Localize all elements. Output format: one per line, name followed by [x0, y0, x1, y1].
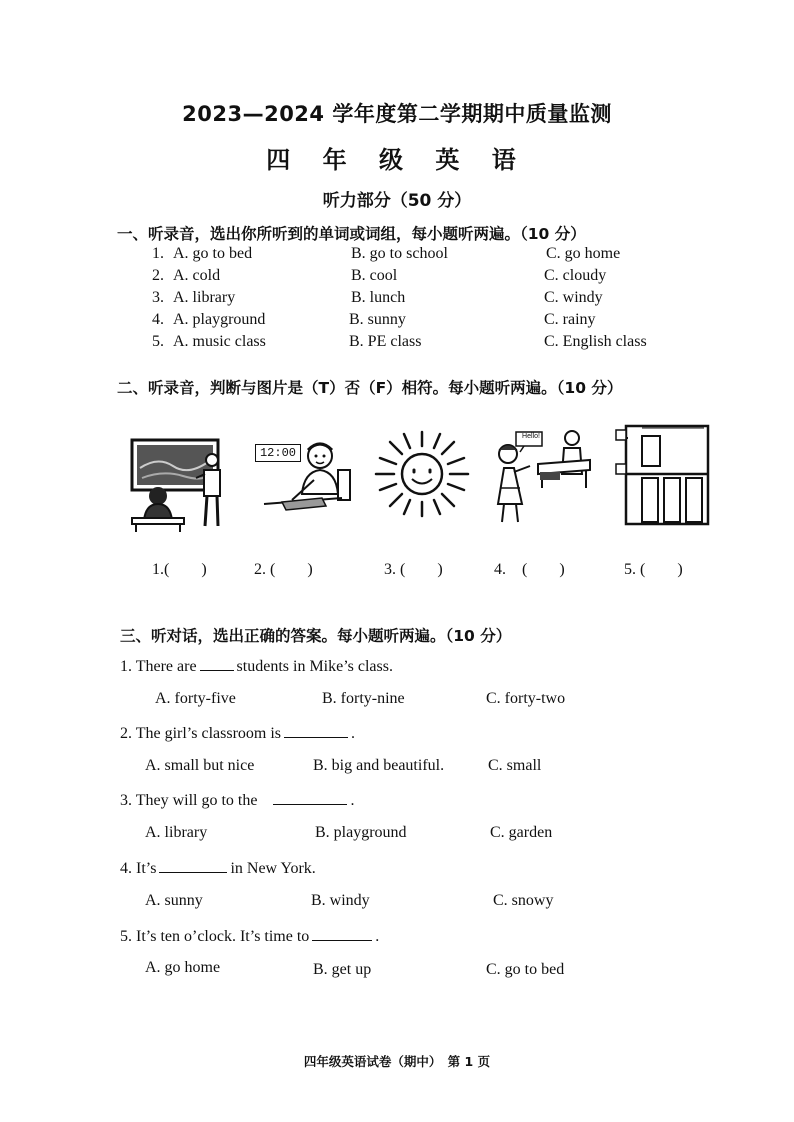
s3-q3-pre: 3. They will go to the	[120, 792, 258, 809]
sun-picture	[370, 426, 474, 522]
s1-row-2-c: C. cloudy	[544, 267, 607, 284]
part-title: 听力部分（50 分）	[322, 191, 472, 211]
s3-q4-blank[interactable]	[159, 858, 227, 873]
section2-heading: 二、听录音，判断与图片是（T）否（F）相符。每小题听两遍。（10 分）	[117, 379, 623, 397]
picture-2-answer[interactable]: 2. ( )	[254, 561, 313, 578]
s1-row-4-b: B. sunny	[349, 311, 406, 328]
exam-title: 2023—2024 学年度第二学期期中质量监测	[182, 102, 612, 126]
s1-row-1-a: A. go to bed	[173, 245, 253, 262]
s3-q2-post: .	[351, 725, 356, 742]
s3-q4-b: B. windy	[311, 892, 370, 909]
lunch-boy-picture	[262, 434, 358, 524]
picture-3-answer[interactable]: 3. ( )	[384, 561, 443, 578]
picture-4-answer[interactable]: 4. ( )	[494, 561, 565, 578]
picture-5-answer[interactable]: 5. ( )	[624, 561, 683, 578]
s3-q3-blank[interactable]	[273, 790, 347, 805]
s1-row-2-a: A. cold	[173, 267, 221, 284]
s3-q5-blank[interactable]	[312, 926, 372, 941]
s3-q5-c: C. go to bed	[486, 961, 565, 978]
s3-q2-blank[interactable]	[284, 723, 348, 738]
s3-q1-pre: 1. There are	[120, 658, 197, 675]
s3-q5-post: .	[375, 928, 380, 945]
s3-q1-question	[120, 656, 393, 676]
s3-q3-b: B. playground	[315, 824, 407, 841]
school-building-picture	[612, 424, 716, 528]
s3-q2-b: B. big and beautiful.	[313, 757, 445, 774]
page-footer: 四年级英语试卷（期中） 第 1 页	[303, 1054, 491, 1069]
s3-q2-c: C. small	[488, 757, 542, 774]
s3-q1-b: B. forty-nine	[322, 690, 405, 707]
s3-q2-pre: 2. The girl’s classroom is	[120, 725, 282, 742]
picture-1-answer[interactable]: 1.( )	[152, 561, 207, 578]
s1-row-4-num: 4.	[152, 311, 164, 328]
s1-row-5-num: 5.	[152, 333, 164, 350]
section3-heading: 三、听对话，选出正确的答案。每小题听两遍。（10 分）	[120, 627, 512, 645]
s1-row-3-b: B. lunch	[351, 289, 406, 306]
s3-q1-post: students in Mike’s class.	[236, 658, 393, 675]
s3-q5-b: B. get up	[313, 961, 372, 978]
s3-q1-a: A. forty-five	[155, 690, 236, 707]
grade-subject: 四 年 级 英 语	[266, 146, 528, 174]
s3-q4-c: C. snowy	[493, 892, 554, 909]
s1-row-2-b: B. cool	[351, 267, 398, 284]
s1-row-2-num: 2.	[152, 267, 164, 284]
s1-row-5-c: C. English class	[544, 333, 647, 350]
s3-q4-a: A. sunny	[145, 892, 203, 909]
s3-q1-blank[interactable]	[200, 656, 234, 671]
s3-q3-c: C. garden	[490, 824, 553, 841]
clock-display: 12:00	[255, 444, 301, 462]
s3-q4-post: in New York.	[230, 860, 316, 877]
hello-bubble-text: Hello!	[522, 433, 540, 440]
s3-q2-a: A. small but nice	[145, 757, 255, 774]
s3-q5-question	[120, 926, 379, 946]
s3-q3-question	[120, 790, 354, 810]
s3-q5-a: A. go home	[145, 959, 221, 976]
s3-q4-question	[120, 858, 316, 878]
s1-row-3-a: A. library	[173, 289, 236, 306]
s3-q5-pre: 5. It’s ten o’clock. It’s time to	[120, 928, 310, 945]
classroom-teacher-picture	[128, 438, 228, 534]
s1-row-5-b: B. PE class	[349, 333, 422, 350]
s1-row-4-c: C. rainy	[544, 311, 596, 328]
s1-row-3-c: C. windy	[544, 289, 603, 306]
section1-heading: 一、听录音，选出你所听到的单词或词组，每小题听两遍。（10 分）	[117, 225, 586, 243]
s3-q3-post: .	[350, 792, 355, 809]
s1-row-3-num: 3.	[152, 289, 164, 306]
s1-row-1-c: C. go home	[546, 245, 621, 262]
s3-q1-c: C. forty-two	[486, 690, 566, 707]
s1-row-1-num: 1.	[152, 245, 164, 262]
s1-row-4-a: A. playground	[173, 311, 266, 328]
greeting-picture	[490, 428, 594, 528]
s3-q4-pre: 4. It’s	[120, 860, 157, 877]
s1-row-1-b: B. go to school	[351, 245, 448, 262]
s3-q3-a: A. library	[145, 824, 208, 841]
s1-row-5-a: A. music class	[173, 333, 266, 350]
s3-q2-question	[120, 723, 355, 743]
